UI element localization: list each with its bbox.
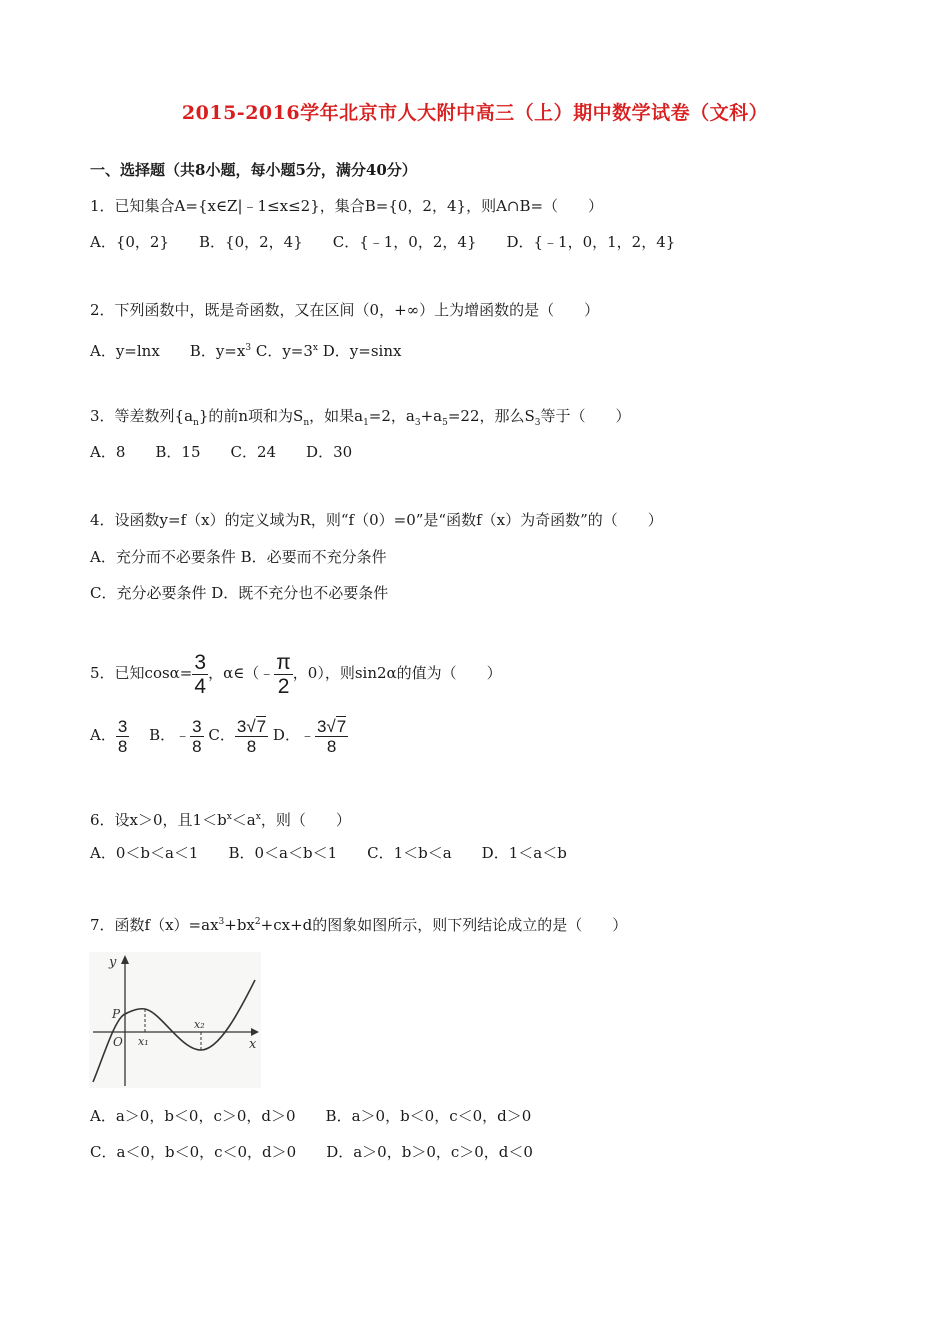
q2-option-ab: A．y=lnx B．y=x: [90, 342, 246, 360]
question-3-stem: [90, 406, 631, 433]
question-7-options-ab: A．a＞0，b＜0，c＞0，d＞0 B．a＞0，b＜0，c＜0，d＞0: [90, 1107, 532, 1125]
q3-text: 等于（ ）: [540, 407, 631, 425]
y-axis-label: y: [109, 955, 117, 970]
q3-sub: 3: [534, 418, 541, 428]
q3-text: 3．等差数列{a: [90, 407, 194, 425]
radicand: 7: [256, 716, 267, 736]
q7-sup: 2: [254, 917, 261, 927]
fraction-numerator: [315, 718, 348, 737]
fraction-numerator: π: [276, 650, 291, 674]
q5-option-label: C．: [208, 726, 235, 744]
q6-text: 6．设x＞0，且1＜b: [90, 811, 227, 829]
question-1-stem: 1．已知集合A={x∈Z|﹣1≤x≤2}，集合B={0，2，4}，则A∩B=（ ）: [90, 197, 604, 215]
q2-sup-b: 3: [245, 343, 252, 353]
coefficient: 3: [316, 716, 327, 736]
q6-text: ＜a: [231, 811, 256, 829]
question-7-options-cd: C．a＜0，b＜0，c＜0，d＞0 D．a＞0，b＞0，c＞0，d＜0: [90, 1143, 533, 1161]
question-1-options: A．{0，2} B．{0，2，4} C．{﹣1，0，2，4} D．{﹣1，0，1，2，4}: [90, 233, 676, 251]
q3-text: +a: [420, 407, 443, 425]
q3-sub: 5: [442, 418, 448, 428]
q6-sup: x: [226, 812, 232, 822]
point-p-label: P: [112, 1007, 121, 1021]
section-heading: 一、选择题（共8小题，每小题5分，满分40分）: [90, 161, 417, 179]
q3-text: =2，a: [368, 407, 415, 425]
question-4-options-ab: A．充分而不必要条件 B．必要而不充分条件: [90, 548, 387, 566]
sqrt-sign: √7: [326, 716, 347, 736]
q3-text: ，如果a: [309, 407, 364, 425]
q2-option-c: C．y=3: [255, 342, 313, 360]
q5-option-label: D．﹣: [272, 726, 315, 744]
question-2-stem: 2．下列函数中，既是奇函数，又在区间（0，+∞）上为增函数的是（ ）: [90, 301, 600, 319]
question-3-options: A．8 B．15 C．24 D．30: [90, 443, 353, 461]
q7-sup: 3: [218, 917, 225, 927]
question-4-options-cd: C．充分必要条件 D．既不充分也不必要条件: [90, 584, 389, 602]
exam-title: 2015-2016学年北京市人大附中高三（上）期中数学试卷（文科）: [181, 102, 769, 124]
question-2-options: [90, 338, 401, 361]
question-5-stem: [90, 648, 502, 698]
q7-text: +bx: [224, 916, 255, 934]
fraction-numerator: 3: [192, 716, 202, 736]
fraction: [274, 652, 293, 697]
q5-text: 5．已知cosα=: [90, 664, 193, 682]
question-6-stem: [90, 807, 351, 830]
fraction-denominator: 4: [194, 674, 207, 698]
q5-option-label: A．: [90, 726, 116, 744]
x2-label: x₂: [194, 1018, 205, 1031]
q2-option-d: D．y=sinx: [322, 342, 402, 360]
fraction: [192, 652, 208, 697]
fraction-numerator: [235, 718, 268, 737]
x1-label: x₁: [138, 1035, 149, 1048]
fraction: [190, 718, 203, 755]
fraction-numerator: 3: [117, 716, 128, 736]
origin-label: O: [113, 1035, 123, 1049]
q5-option-label: B．﹣: [134, 726, 191, 744]
q5-text: ，α∈（﹣: [208, 664, 275, 682]
q6-sup: x: [255, 812, 261, 822]
cubic-function-graph: [89, 952, 261, 1088]
q7-text: +cx+d的图象如图所示，则下列结论成立的是（ ）: [260, 916, 628, 934]
q3-sub: n: [303, 418, 310, 428]
fraction-denominator: 2: [277, 674, 290, 698]
question-6-options: A．0＜b＜a＜1 B．0＜a＜b＜1 C．1＜b＜a D．1＜a＜b: [90, 844, 567, 862]
q7-text: 7．函数f（x）=ax: [90, 916, 219, 934]
fraction-numerator: 3: [194, 650, 207, 674]
question-7-stem: [90, 912, 627, 935]
sqrt-sign: √7: [246, 716, 267, 736]
radicand: 7: [336, 716, 347, 736]
q3-sub: 3: [414, 418, 421, 428]
fraction-denominator: 8: [326, 736, 337, 756]
fraction: [315, 718, 348, 755]
coefficient: 3: [236, 716, 247, 736]
q2-sup-c: x: [312, 343, 318, 353]
q6-text: ，则（ ）: [260, 811, 351, 829]
q3-text: =22，那么S: [447, 407, 535, 425]
fraction-denominator: 8: [117, 736, 128, 756]
x-axis-label: x: [249, 1037, 257, 1052]
q5-text: ，0），则sin2α的值为（ ）: [292, 664, 502, 682]
q3-sub: 1: [363, 418, 369, 428]
question-4-stem: 4．设函数y=f（x）的定义域为R，则“f（0）=0”是“函数f（x）为奇函数”的（ ）: [90, 511, 663, 529]
question-5-options: [90, 712, 348, 758]
fraction: [116, 718, 129, 755]
q3-text: }的前n项和为S: [198, 407, 304, 425]
fraction: [235, 718, 268, 755]
fraction-denominator: 8: [192, 736, 202, 756]
fraction-denominator: 8: [246, 736, 257, 756]
q3-sub: n: [193, 418, 199, 428]
